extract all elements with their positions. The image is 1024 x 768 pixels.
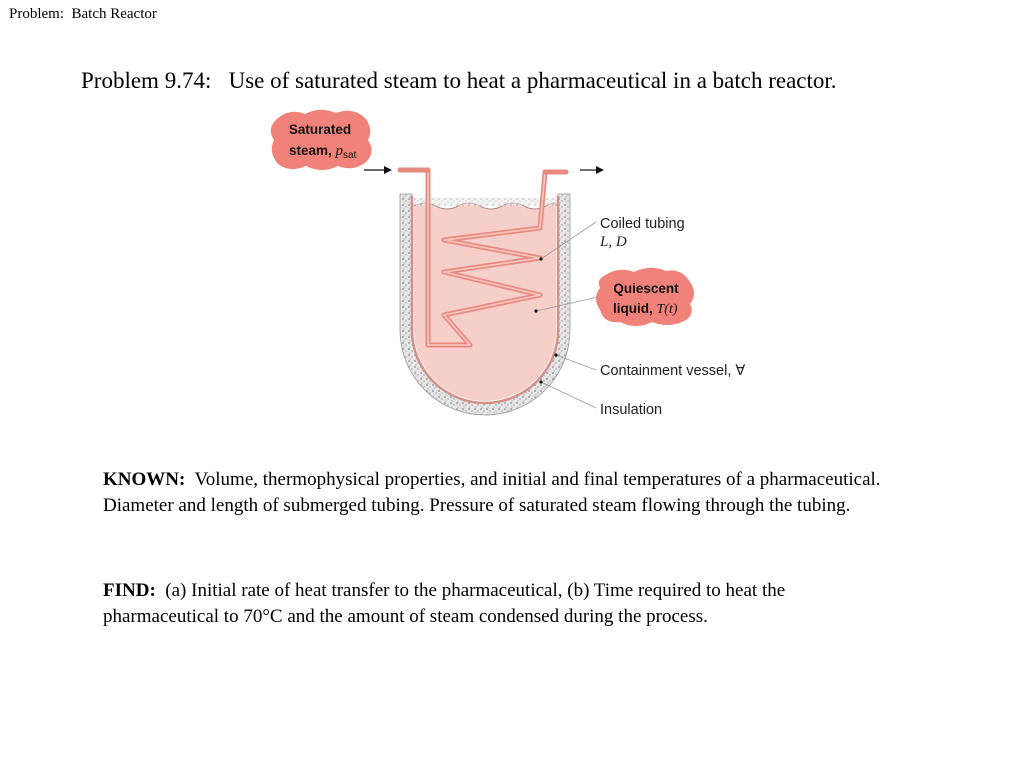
steam-label-line1: Saturated [288,122,352,137]
outlet-arrow-icon [580,166,604,174]
header-label: Problem: Batch Reactor [9,6,157,22]
problem-title: Problem 9.74: Use of saturated steam to heat a pharmaceutical in a batch reactor. [81,68,837,93]
inlet-arrow-icon [364,166,392,174]
coil-dimensions-label: L, D [600,234,627,250]
known-text: Volume, thermophysical properties, and initial and final temperatures of a pharmaceutical. Diameter and length of submerged tubing. Pressure of saturated steam flowing through the tubing. [103,469,881,516]
steam-label-line2: steam, $p_{sat}$ [289,143,357,161]
coil-label: Coiled tubing [600,216,685,232]
known-paragraph [103,467,893,519]
liquid-label-line1: Quiescent [613,281,679,296]
find-paragraph [103,578,893,630]
insulation-leader-line [541,382,596,408]
vessel-label: Containment vessel, ∀ [600,363,746,379]
find-text: (a) Initial rate of heat transfer to the pharmaceutical, (b) Time required to heat the pharmaceutical to 70°C and the amount of steam condensed during the process. [103,580,786,627]
liquid-blob [596,268,694,326]
steam-blob [271,110,372,170]
known-label: KNOWN: [103,469,186,490]
insulation-label: Insulation [600,402,663,418]
find-label: FIND: [103,580,156,601]
liquid-label-line2: liquid, T(t) [613,301,678,317]
